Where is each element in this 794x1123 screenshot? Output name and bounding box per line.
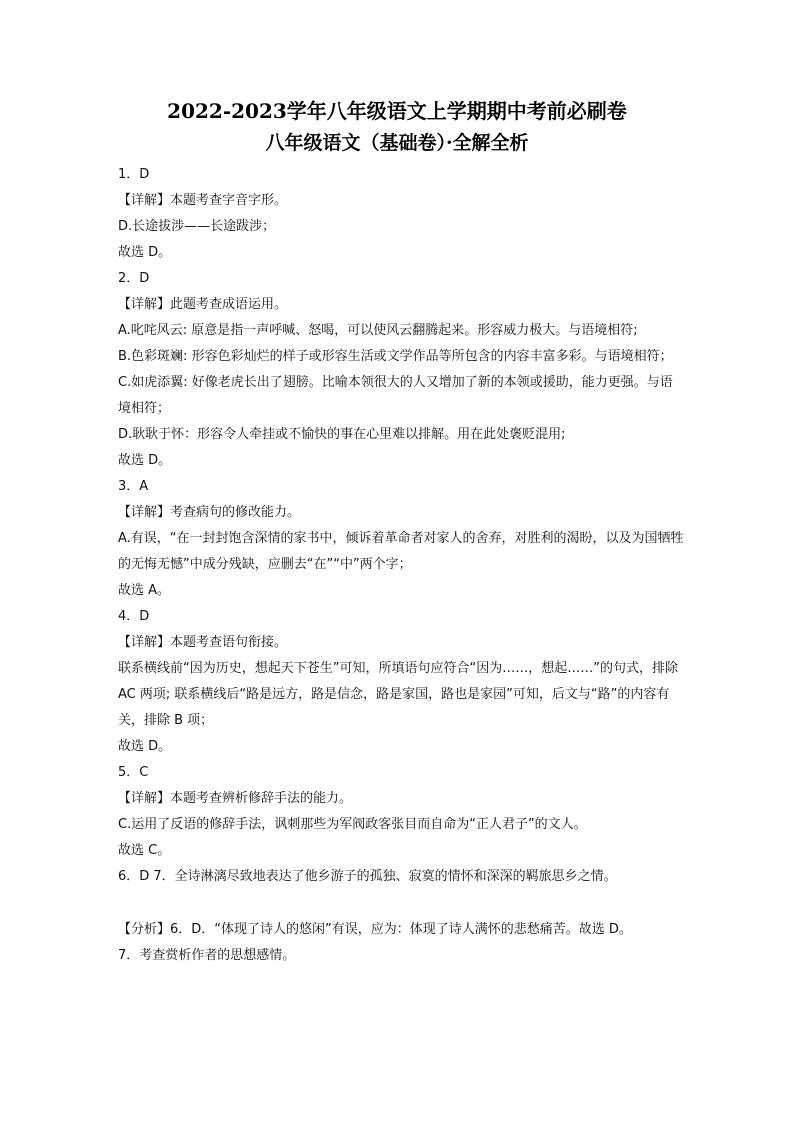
answer-1-head: 1．D xyxy=(118,167,150,182)
answer-1-detail: 【详解】本题考查字音字形。 xyxy=(118,193,288,208)
answer-1-choice: 故选 D。 xyxy=(118,245,172,260)
answer-3-head: 3．A xyxy=(118,479,149,494)
answer-2-option-a: A.叱咤风云: 原意是指一声呼喊、怒喝，可以使风云翻腾起来。形容威力极大。与语境相符; xyxy=(118,323,638,338)
answer-body xyxy=(118,162,684,969)
answer-5-choice: 故选 C。 xyxy=(118,843,171,858)
answer-3-choice: 故选 A。 xyxy=(118,583,171,598)
answer-1-line: D.长途拔涉——长途跋涉； xyxy=(118,219,276,234)
answer-2-detail: 【详解】此题考查成语运用。 xyxy=(118,297,288,312)
answer-4-detail: 【详解】本题考查语句衔接。 xyxy=(118,635,288,650)
answer-4-choice: 故选 D。 xyxy=(118,739,172,754)
blank-gap xyxy=(118,890,684,917)
answer-5-detail: 【详解】本题考查辨析修辞手法的能力。 xyxy=(118,791,353,806)
answer-5-explanation: C.运用了反语的修辞手法，讽刺那些为军阀政客张目而自命为“正人君子”的文人。 xyxy=(118,817,587,832)
page-title: 2022-2023学年八年级语文上学期期中考前必刷卷 xyxy=(167,99,627,123)
answer-4-head: 4．D xyxy=(118,609,150,624)
answer-2-choice: 故选 D。 xyxy=(118,453,172,468)
answer-3-explanation: A.有误，“在一封封饱含深情的家书中，倾诉着革命者对家人的舍弃，对胜利的渴盼，以及为国牺牲的无悔无憾”中成分残缺，应删去“在”“中”两个字； xyxy=(118,531,684,572)
answer-3-detail: 【详解】考查病句的修改能力。 xyxy=(118,505,301,520)
answer-2-option-d: D.耿耿于怀：形容令人牵挂或不愉快的事在心里难以排解。用在此处褒贬混用; xyxy=(118,427,566,442)
answer-2-option-c: C.如虎添翼: 好像老虎长出了翅膀。比喻本领很大的人又增加了新的本领或援助，能力更强。与语境相符； xyxy=(118,375,673,416)
analysis-line-2: 7．考查赏析作者的思想感情。 xyxy=(118,948,296,963)
answer-4-explanation: 联系横线前“因为历史，想起天下苍生”可知，所填语句应符合“因为……，想起……”的句式，排除 AC 两项; 联系横线后“路是远方，路是信念，路是家国，路也是家园”可知，后文与“路”的内容有关，排除 B 项； xyxy=(118,661,678,728)
answer-5-head: 5．C xyxy=(118,765,149,780)
answer-2-option-b: B.色彩斑斓: 形容色彩灿烂的样子或形容生活或文学作品等所包含的内容丰富多彩。与语境相符； xyxy=(118,349,673,364)
analysis-line-1: 【分析】6．D．“体现了诗人的悠闲”有误，应为：体现了诗人满怀的悲愁痛苦。故选 D。 xyxy=(118,922,632,937)
answer-6-7-head: 6．D 7．全诗淋漓尽致地表达了他乡游子的孤独、寂寞的情怀和深深的羁旅思乡之情。 xyxy=(118,869,617,884)
page-subtitle: 八年级语文（基础卷）·全解全析 xyxy=(265,132,529,154)
answer-2-head: 2．D xyxy=(118,271,150,286)
